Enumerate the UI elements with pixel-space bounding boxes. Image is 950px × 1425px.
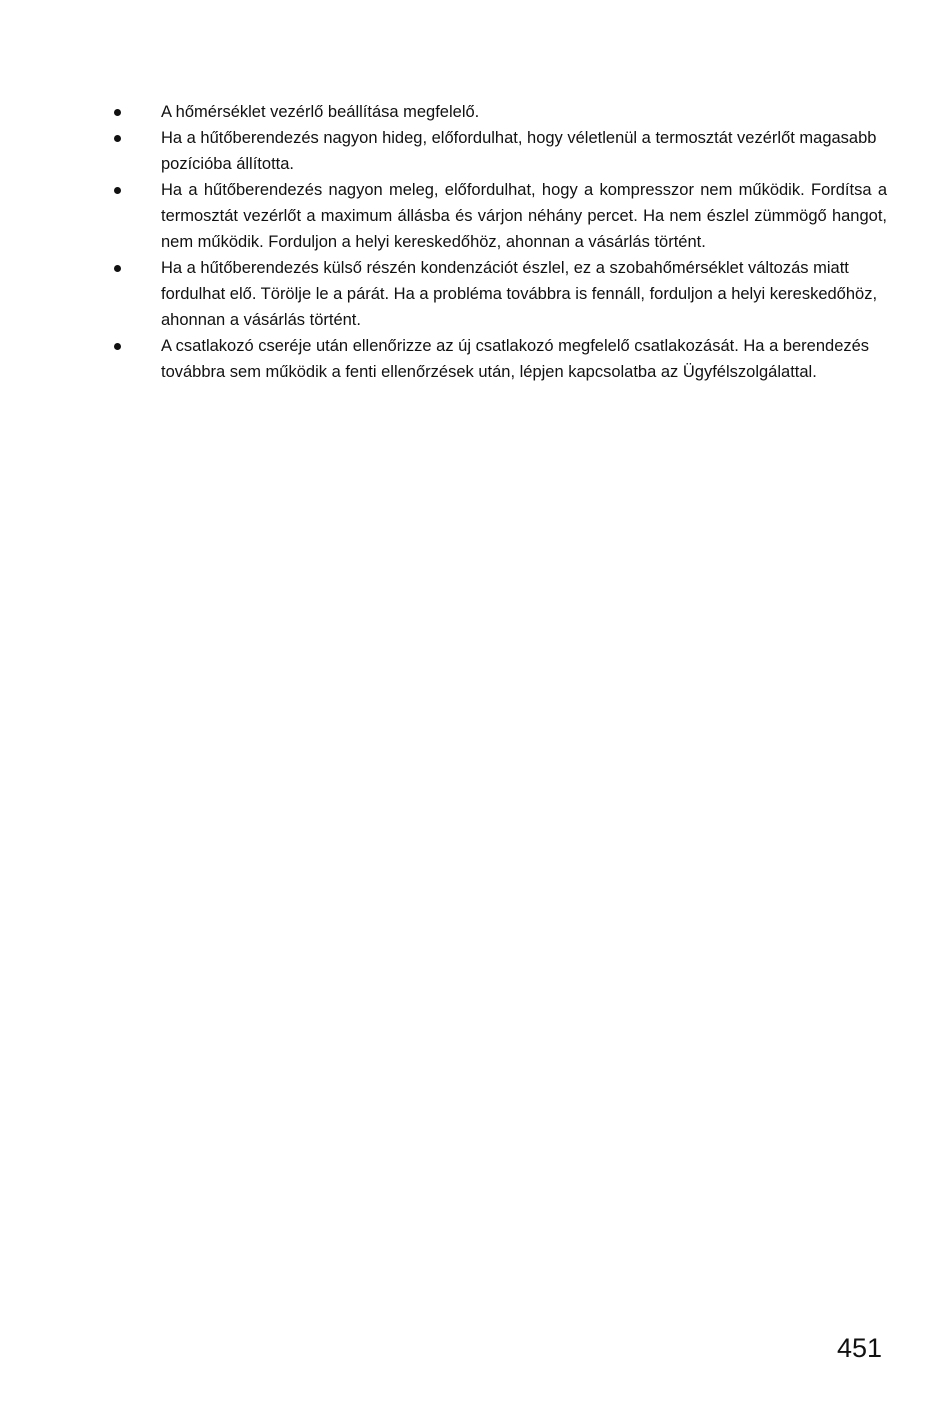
list-item-text: A csatlakozó cseréje után ellenőrizze az új csatlakozó megfelelő csatlakozását. Ha a berendezés továbbra sem működik a fenti ellenőrzések után, lépjen kapcsolatba az Ügyfélszolgálattal. — [161, 337, 870, 381]
bullet-icon — [114, 187, 121, 194]
list-item-text: Ha a hűtőberendezés nagyon hideg, előfordulhat, hogy véletlenül a termosztát vezérlőt magasabb pozícióba állította. — [161, 129, 877, 173]
list-item — [112, 333, 887, 385]
troubleshooting-bullet-list — [112, 99, 887, 385]
list-item-text: Ha a hűtőberendezés nagyon meleg, előfordulhat, hogy a kompresszor nem működik. Fordítsa a termosztát vezérlőt a maximum állásba és várjon néhány percet. Ha nem észlel zümmögő hangot, nem működik. Forduljon a helyi kereskedőhöz, ahonnan a vásárlás történt. — [161, 181, 887, 251]
bullet-icon — [114, 265, 121, 272]
bullet-icon — [114, 343, 121, 350]
list-item — [112, 99, 887, 125]
list-item — [112, 125, 887, 177]
page-number: 451 — [836, 1333, 882, 1363]
list-item-text: Ha a hűtőberendezés külső részén kondenzációt észlel, ez a szobahőmérséklet változás miatt fordulhat elő. Törölje le a párát. Ha a probléma továbbra is fennáll, forduljon a helyi kereskedőhöz, ahonnan a vásárlás történt. — [161, 259, 878, 329]
list-item-text: A hőmérséklet vezérlő beállítása megfelelő. — [161, 103, 480, 121]
list-item — [112, 177, 887, 255]
bullet-icon — [114, 135, 121, 142]
list-item — [112, 255, 887, 333]
bullet-icon — [114, 109, 121, 116]
